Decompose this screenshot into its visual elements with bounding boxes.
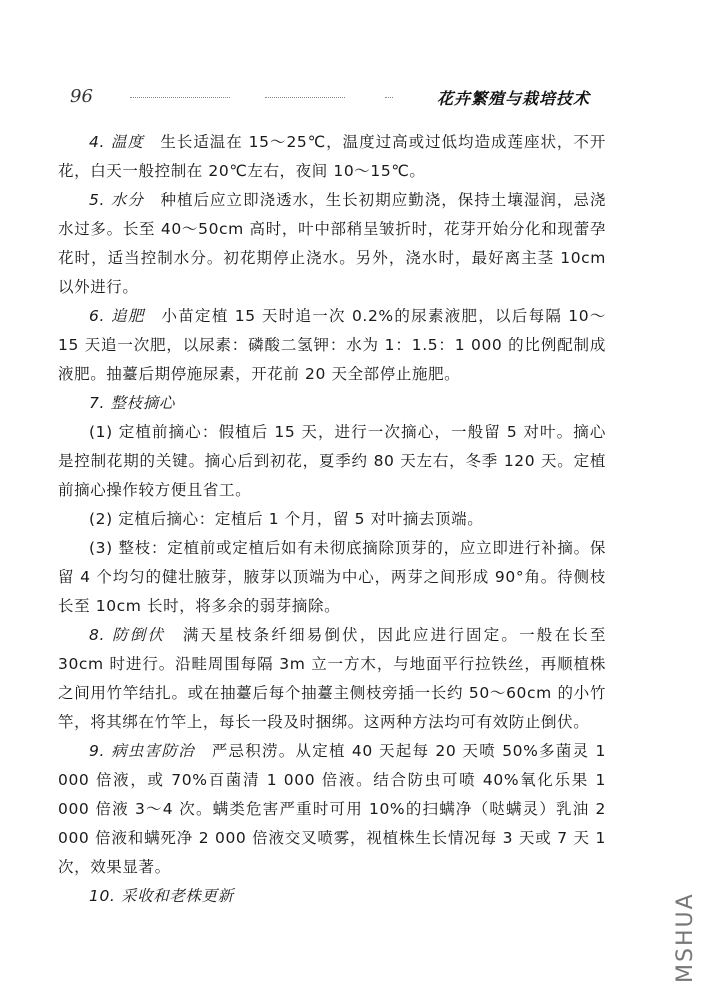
- paragraph-text: 种植后应立即浇透水，生长初期应勤浇，保持土壤湿润，忌浇水过多。长至 40～50cm 高时，叶中部稍呈皱折时，花芽开始分化和现蕾孕花时，适当控制水分。初花期停止浇水。另外，浇水时，最好离主茎 10cm 以外进行。: [58, 191, 606, 296]
- paragraph-text: (3) 整枝：定植前或定植后如有未彻底摘除顶芽的，应立即进行补摘。保留 4 个均匀的健壮腋芽，腋芽以顶端为中心，两芽之间形成 90°角。待侧枝长至 10cm 长时，将多余的弱芽摘除。: [58, 539, 606, 615]
- paragraph-text: 小苗定植 15 天时追一次 0.2%的尿素液肥，以后每隔 10～15 天追一次肥，以尿素：磷酸二氢钾：水为 1：1.5：1 000 的比例配制成液肥。抽薹后期停施尿素，开花前 20 天全部停止施肥。: [58, 307, 606, 383]
- page-body: [58, 128, 606, 911]
- paragraph-lodging: [58, 621, 606, 737]
- paragraph-temperature: [58, 128, 606, 186]
- section-heading: 7. 整枝摘心: [89, 394, 175, 412]
- watermark: MSHUA: [673, 892, 698, 983]
- paragraph-water: [58, 186, 606, 302]
- paragraph-text: 满天星枝条纤细易倒伏，因此应进行固定。一般在长至 30cm 时进行。沿畦周围每隔 3m 立一方木，与地面平行拉铁丝，再顺植株之间用竹竿结扎。或在抽薹后每个抽薹主侧枝旁插一长约 50～60cm 的小竹竿，将其绑在竹竿上，每长一段及时捆绑。这两种方法均可有效防止倒伏。: [58, 626, 606, 731]
- paragraph-pruning-3: [58, 534, 606, 621]
- paragraph-text: 严忌积涝。从定植 40 天起每 20 天喷 50%多菌灵 1 000 倍液，或 70%百菌清 1 000 倍液。结合防虫可喷 40%氧化乐果 1 000 倍液 3～4 次。螨类危害严重时可用 10%的扫螨净（哒螨灵）乳油 2 000 倍液和螨死净 2 000 倍液交叉喷雾，视植株生长情况每 3 天或 7 天 1 次，效果显著。: [58, 742, 606, 876]
- paragraph-text: (1) 定植前摘心：假植后 15 天，进行一次摘心，一般留 5 对叶。摘心是控制花期的关键。摘心后到初花，夏季约 80 天左右，冬季 120 天。定植前摘心操作较方便且省工。: [58, 423, 606, 499]
- section-heading: 8. 防倒伏: [89, 626, 166, 644]
- header-rule: [385, 97, 393, 99]
- paragraph-harvest-heading: [58, 882, 606, 911]
- page-number: 96: [70, 86, 93, 107]
- section-heading: 9. 病虫害防治: [89, 742, 195, 760]
- header-rule: [265, 97, 345, 99]
- paragraph-pruning-heading: [58, 389, 606, 418]
- section-heading: 10. 采收和老株更新: [89, 887, 234, 905]
- section-heading: 5. 水分: [89, 191, 144, 209]
- book-title: 花卉繁殖与栽培技术: [436, 89, 590, 108]
- page-header: [70, 86, 590, 116]
- paragraph-pruning-1: [58, 418, 606, 505]
- section-heading: 6. 追肥: [89, 307, 145, 325]
- paragraph-text: (2) 定植后摘心：定植后 1 个月，留 5 对叶摘去顶端。: [89, 510, 484, 528]
- paragraph-text: 生长适温在 15～25℃，温度过高或过低均造成莲座状，不开花，白天一般控制在 20℃左右，夜间 10～15℃。: [58, 133, 606, 180]
- paragraph-fertilizer: [58, 302, 606, 389]
- header-rule: [130, 97, 230, 99]
- section-heading: 4. 温度: [89, 133, 144, 151]
- paragraph-pest-control: [58, 737, 606, 882]
- paragraph-pruning-2: [58, 505, 606, 534]
